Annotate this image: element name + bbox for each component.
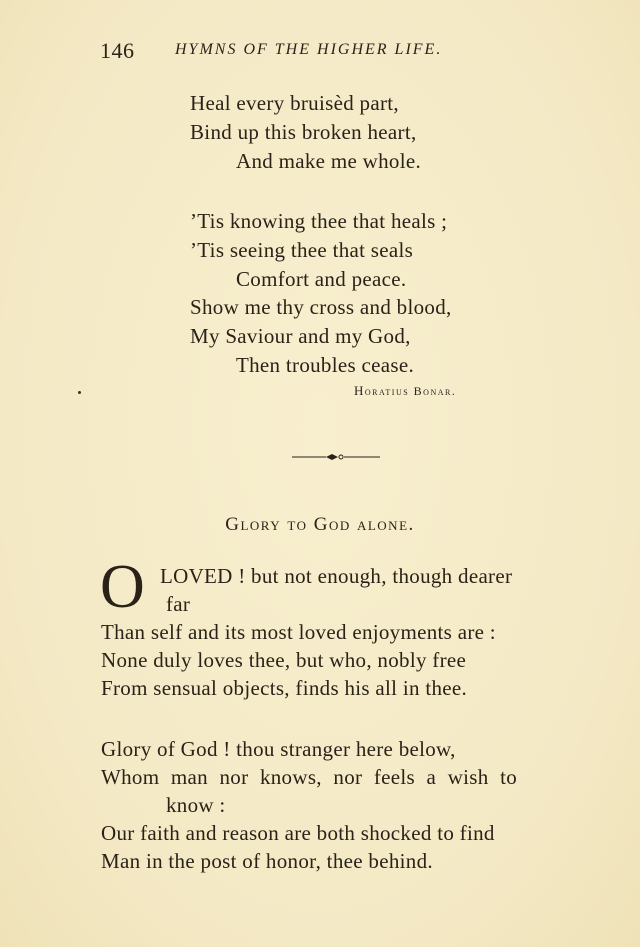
poem-line: Then troubles cease. xyxy=(236,353,415,377)
drop-cap: O xyxy=(100,553,145,621)
poem-line: Than self and its most loved enjoyments are : xyxy=(101,620,496,644)
poem-line: LOVED ! but not enough, though dearer xyxy=(160,564,513,588)
page-number: 146 xyxy=(100,38,135,63)
poem-line: Our faith and reason are both shocked to find xyxy=(101,821,495,845)
section-divider-ornament xyxy=(292,449,382,465)
poem-line: Glory of God ! thou stranger here below, xyxy=(101,737,456,761)
hymn-title: Glory to God alone. xyxy=(225,514,415,535)
poem-line: Man in the post of honor, thee behind. xyxy=(101,849,433,873)
poem-line: From sensual objects, finds his all in thee. xyxy=(101,676,468,700)
poem-line: Whom man nor knows, nor feels a wish to xyxy=(101,765,518,789)
poem-line: ’Tis knowing thee that heals ; xyxy=(190,209,448,233)
poem-line: Comfort and peace. xyxy=(236,267,407,291)
poem-line: Show me thy cross and blood, xyxy=(190,295,452,319)
poem-line: far xyxy=(166,592,191,616)
page-header xyxy=(100,38,520,68)
poem-line: know : xyxy=(166,793,226,817)
poem-line: Bind up this broken heart, xyxy=(190,120,417,144)
poem-line: ’Tis seeing thee that seals xyxy=(190,238,414,262)
author-attribution: Horatius Bonar. xyxy=(354,383,457,398)
poem-line: My Saviour and my God, xyxy=(190,324,411,348)
running-title: HYMNS OF THE HIGHER LIFE. xyxy=(175,41,443,58)
poem-line: And make me whole. xyxy=(236,149,422,173)
print-mark xyxy=(78,391,81,394)
poem-line: None duly loves thee, but who, nobly free xyxy=(101,648,467,672)
poem-line: Heal every bruisèd part, xyxy=(190,91,399,115)
